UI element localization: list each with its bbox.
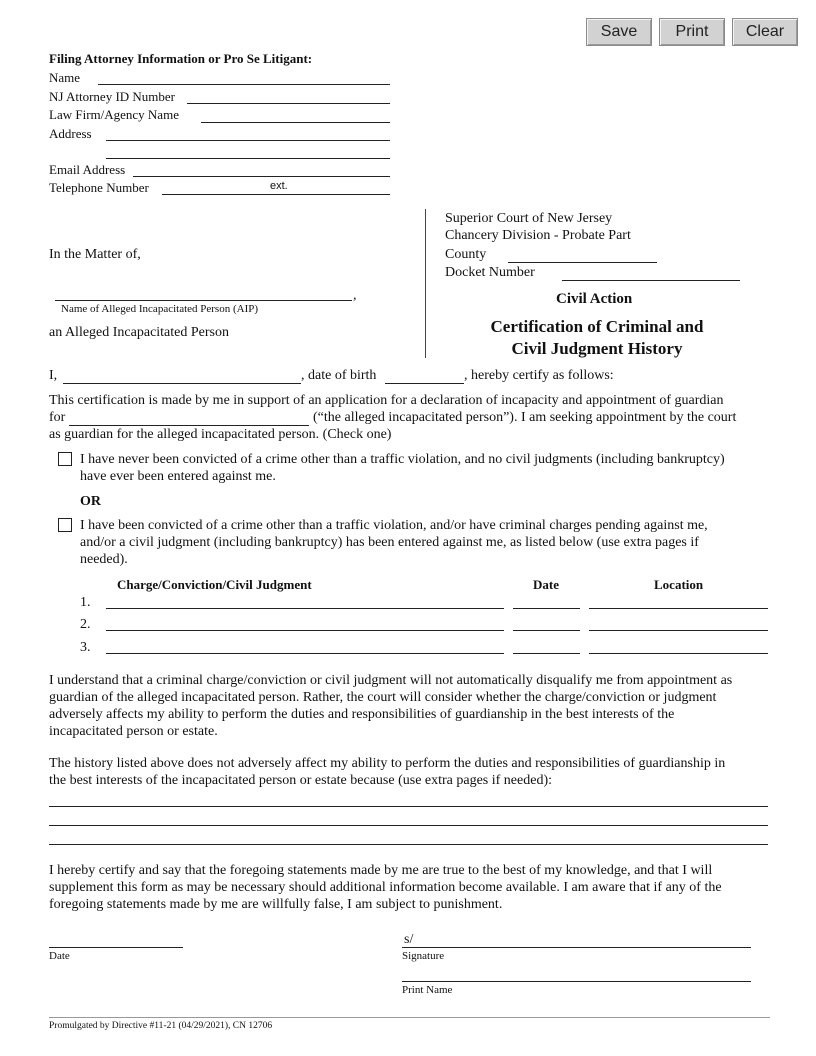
date-label: Date — [49, 950, 70, 962]
form-title-line1: Certification of Criminal and — [490, 317, 704, 336]
caption-divider — [425, 209, 426, 358]
history-line1: The history listed above does not adversely affect my ability to perform the duties and responsibilities of guardianship in — [49, 756, 726, 771]
option2-line1: I have been convicted of a crime other than a traffic violation, and/or have criminal charges pending against me, — [80, 518, 708, 533]
understand-line3: adversely affects my ability to perform the duties and responsibilities of guardianship in the best interests of the — [49, 707, 675, 722]
civil-action-label: Civil Action — [556, 291, 633, 307]
option2-line2: and/or a civil judgment (including bankruptcy) has been entered against me, as listed below (use extra pages if — [80, 535, 699, 550]
aip-name-field-2[interactable] — [69, 425, 309, 426]
court-name: Superior Court of New Jersey — [445, 211, 613, 226]
understand-line1: I understand that a criminal charge/conviction or civil judgment will not automatically disqualify me from appointment as — [49, 673, 733, 688]
in-matter-text: In the Matter of, — [49, 247, 141, 262]
intro-i: I, — [49, 368, 58, 383]
aip-comma: , — [353, 288, 357, 303]
understand-line4: incapacitated person or estate. — [49, 724, 218, 739]
attorney-id-field[interactable] — [187, 103, 390, 104]
address-field-2[interactable] — [106, 158, 390, 159]
attorney-id-label: NJ Attorney ID Number — [49, 89, 176, 104]
table-header-location: Location — [654, 577, 704, 592]
row1-charge-field[interactable] — [106, 608, 504, 609]
save-button[interactable]: Save — [586, 18, 652, 46]
purpose-line1: This certification is made by me in support of an application for a declaration of incapacity and appointment of guardian — [49, 393, 724, 408]
print-button[interactable]: Print — [659, 18, 725, 46]
row3-date-field[interactable] — [513, 653, 580, 654]
option2-line3: needed). — [80, 552, 128, 567]
option1-line2: have ever been entered against me. — [80, 469, 276, 484]
certify-line2: supplement this form as may be necessary should additional information become available. I am aware that if any of the — [49, 880, 722, 895]
signature-prefix: s/ — [404, 932, 414, 947]
form-title-line2: Civil Judgment History — [511, 339, 683, 358]
row2-charge-field[interactable] — [106, 630, 504, 631]
name-field[interactable] — [98, 84, 390, 85]
intro-dob-label: , date of birth — [301, 368, 377, 383]
option-never-convicted-checkbox[interactable] — [58, 452, 72, 466]
print-name-label: Print Name — [402, 984, 453, 996]
attorney-heading: Filing Attorney Information or Pro Se Litigant: — [49, 51, 313, 66]
aip-name-label: Name of Alleged Incapacitated Person (AIP) — [61, 303, 259, 315]
ext-label: ext. — [270, 180, 288, 192]
email-field[interactable] — [133, 176, 390, 177]
clear-button[interactable]: Clear — [732, 18, 798, 46]
table-row-number: 1. — [80, 595, 91, 610]
option1-line1: I have never been convicted of a crime other than a traffic violation, and no civil judgments (including bankruptcy) — [80, 452, 725, 467]
date-field[interactable] — [49, 947, 183, 948]
aip-description: an Alleged Incapacitated Person — [49, 325, 229, 340]
signature-field[interactable] — [402, 947, 751, 948]
footer-text: Promulgated by Directive #11-21 (04/29/2021), CN 12706 — [49, 1021, 273, 1031]
phone-field[interactable] — [162, 194, 390, 195]
print-name-field[interactable] — [402, 981, 751, 982]
row1-location-field[interactable] — [589, 608, 768, 609]
firm-label: Law Firm/Agency Name — [49, 107, 179, 122]
history-line2: the best interests of the incapacitated person or estate because (use extra pages if needed): — [49, 773, 553, 788]
history-explanation-field-1[interactable] — [49, 806, 768, 807]
aip-name-field[interactable] — [55, 300, 352, 301]
purpose-line2: (“the alleged incapacitated person”). I am seeking appointment by the court — [313, 410, 737, 425]
certify-line3: foregoing statements made by me are willfully false, I am subject to punishment. — [49, 897, 503, 912]
row3-charge-field[interactable] — [106, 653, 504, 654]
docket-field[interactable] — [562, 280, 740, 281]
purpose-for: for — [49, 410, 66, 425]
phone-label: Telephone Number — [49, 180, 149, 195]
court-division: Chancery Division - Probate Part — [445, 228, 631, 243]
county-label: County — [445, 247, 487, 262]
address-label: Address — [49, 126, 92, 141]
table-header-charge: Charge/Conviction/Civil Judgment — [117, 577, 312, 592]
history-explanation-field-3[interactable] — [49, 844, 768, 845]
row2-location-field[interactable] — [589, 630, 768, 631]
county-field[interactable] — [508, 262, 657, 263]
understand-line2: guardian of the alleged incapacitated person. Rather, the court will consider whether the charge/conviction or judgment — [49, 690, 717, 705]
table-row-number: 3. — [80, 640, 91, 655]
name-label: Name — [49, 70, 81, 85]
row3-location-field[interactable] — [589, 653, 768, 654]
docket-label: Docket Number — [445, 265, 535, 280]
email-label: Email Address — [49, 162, 126, 177]
dob-field[interactable] — [385, 383, 464, 384]
signature-label: Signature — [402, 950, 445, 962]
row1-date-field[interactable] — [513, 608, 580, 609]
or-label: OR — [80, 494, 101, 509]
history-explanation-field-2[interactable] — [49, 825, 768, 826]
intro-certify-text: , hereby certify as follows: — [464, 368, 614, 383]
option-convicted-checkbox[interactable] — [58, 518, 72, 532]
certify-line1: I hereby certify and say that the foregoing statements made by me are true to the best of my knowledge, and that I will — [49, 863, 713, 878]
table-row-number: 2. — [80, 617, 91, 632]
address-field-1[interactable] — [106, 140, 390, 141]
purpose-line3: as guardian for the alleged incapacitated person. (Check one) — [49, 427, 392, 442]
footer-rule — [49, 1017, 770, 1018]
row2-date-field[interactable] — [513, 630, 580, 631]
firm-field[interactable] — [201, 122, 390, 123]
table-header-date: Date — [533, 577, 559, 592]
certifier-name-field[interactable] — [63, 383, 301, 384]
